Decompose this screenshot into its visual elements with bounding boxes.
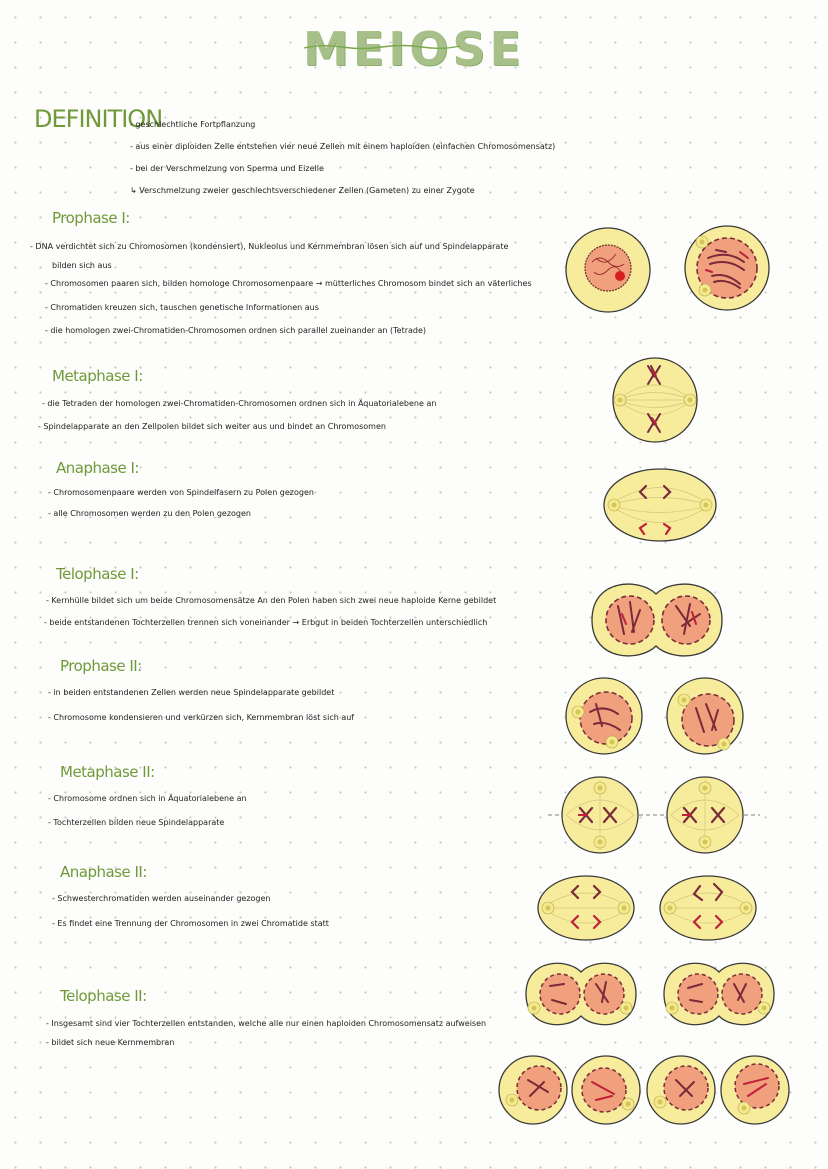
definition-line: ↳ Verschmelzung zweier geschlechtsverschiedener Zellen (Gameten) zu einer Zygote: [130, 186, 475, 195]
phase-line: - Tochterzellen bilden neue Spindelapparate: [48, 818, 225, 827]
cell-prophase-1a: [566, 228, 650, 312]
phase-title-metaphase-1: Metaphase I:: [52, 367, 143, 385]
cell-anaphase-2a: [538, 876, 634, 940]
phase-line: - die homologen zwei-Chromatiden-Chromosomen ordnen sich parallel zueinander an (Tetrade): [45, 326, 427, 335]
phase-line: - Chromosomen paaren sich, bilden homologe Chromosomenpaare → mütterliches Chromosom bindet sich an väterliches: [45, 279, 532, 288]
phase-line: - Es findet eine Trennung der Chromosomen in zwei Chromatide statt: [52, 919, 329, 928]
cell-anaphase-2b: [660, 876, 756, 940]
phase-line: - in beiden entstandenen Zellen werden neue Spindelapparate gebildet: [48, 688, 335, 697]
phase-line: - DNA verdichtet sich zu Chromosomen (kondensiert), Nukleolus und Kernmembran lösen sich auf und Spindelapparate: [30, 242, 509, 251]
definition-line: - geschlechtliche Fortpflanzung: [130, 120, 256, 129]
phase-title-anaphase-1: Anaphase I:: [56, 459, 139, 477]
daughter-cell-3: [647, 1056, 715, 1124]
phase-title-prophase-1: Prophase I:: [52, 209, 130, 227]
phase-line: - Chromatiden kreuzen sich, tauschen genetische Informationen aus: [45, 303, 319, 312]
phase-line: - Chromosome kondensieren und verkürzen sich, Kernmembran löst sich auf: [48, 713, 355, 722]
cell-metaphase-2b: [667, 777, 743, 853]
phase-title-telophase-2: Telophase II:: [60, 987, 147, 1005]
cell-prophase-2a: [566, 678, 642, 754]
page-title: MEIOSE: [303, 22, 525, 76]
phase-line: - Schwesterchromatiden werden auseinander gezogen: [52, 894, 271, 903]
phase-line: - Chromosomenpaare werden von Spindelfasern zu Polen gezogen: [48, 488, 314, 497]
phase-line: - bildet sich neue Kernmembran: [46, 1038, 175, 1047]
cell-prophase-2b: [667, 678, 743, 754]
definition-line: - aus einer diploiden Zelle entstehen vier neue Zellen mit einem haploiden (einfachen Chromosomensatz): [130, 142, 556, 151]
cell-telophase-1: [592, 584, 722, 656]
cell-anaphase-1: [604, 469, 716, 541]
phase-line: - beide entstandenen Tochterzellen trennen sich voneinander → Erbgut in beiden Tochterzellen unterschiedlich: [44, 618, 488, 627]
phase-line: - Spindelapparate an den Zellpolen bildet sich weiter aus und bindet an Chromosomen: [38, 422, 386, 431]
phase-line: - Insgesamt sind vier Tochterzellen entstanden, welche alle nur einen haploiden Chromosomensatz aufweisen: [46, 1019, 487, 1028]
cell-prophase-1b: [685, 226, 769, 310]
daughter-cell-1: [499, 1056, 567, 1124]
phase-title-prophase-2: Prophase II:: [60, 657, 142, 675]
phase-line: - Kernhülle bildet sich um beide Chromosomensätze An den Polen haben sich zwei neue haploide Kerne gebildet: [46, 596, 497, 605]
phase-title-anaphase-2: Anaphase II:: [60, 863, 147, 881]
definition-line: - bei der Verschmelzung von Sperma und Eizelle: [130, 164, 324, 173]
phase-line: - alle Chromosomen werden zu den Polen gezogen: [48, 509, 251, 518]
daughter-cell-4: [721, 1056, 789, 1124]
cell-metaphase-1: [613, 358, 697, 442]
phase-title-metaphase-2: Metaphase II:: [60, 763, 155, 781]
definition-label: DEFINITION: [34, 105, 163, 133]
phase-line: bilden sich aus: [52, 261, 112, 270]
phase-title-telophase-1: Telophase I:: [56, 565, 139, 583]
cell-telophase-2b: [664, 963, 774, 1024]
cell-metaphase-2a: [562, 777, 638, 853]
cell-telophase-2a: [526, 963, 636, 1024]
phase-line: - die Tetraden der homologen zwei-Chromatiden-Chromosomen ordnen sich in Äquatorialebene an: [42, 399, 437, 408]
daughter-cell-2: [572, 1056, 640, 1124]
phase-line: - Chromosome ordnen sich in Äquatorialebene an: [48, 794, 247, 803]
